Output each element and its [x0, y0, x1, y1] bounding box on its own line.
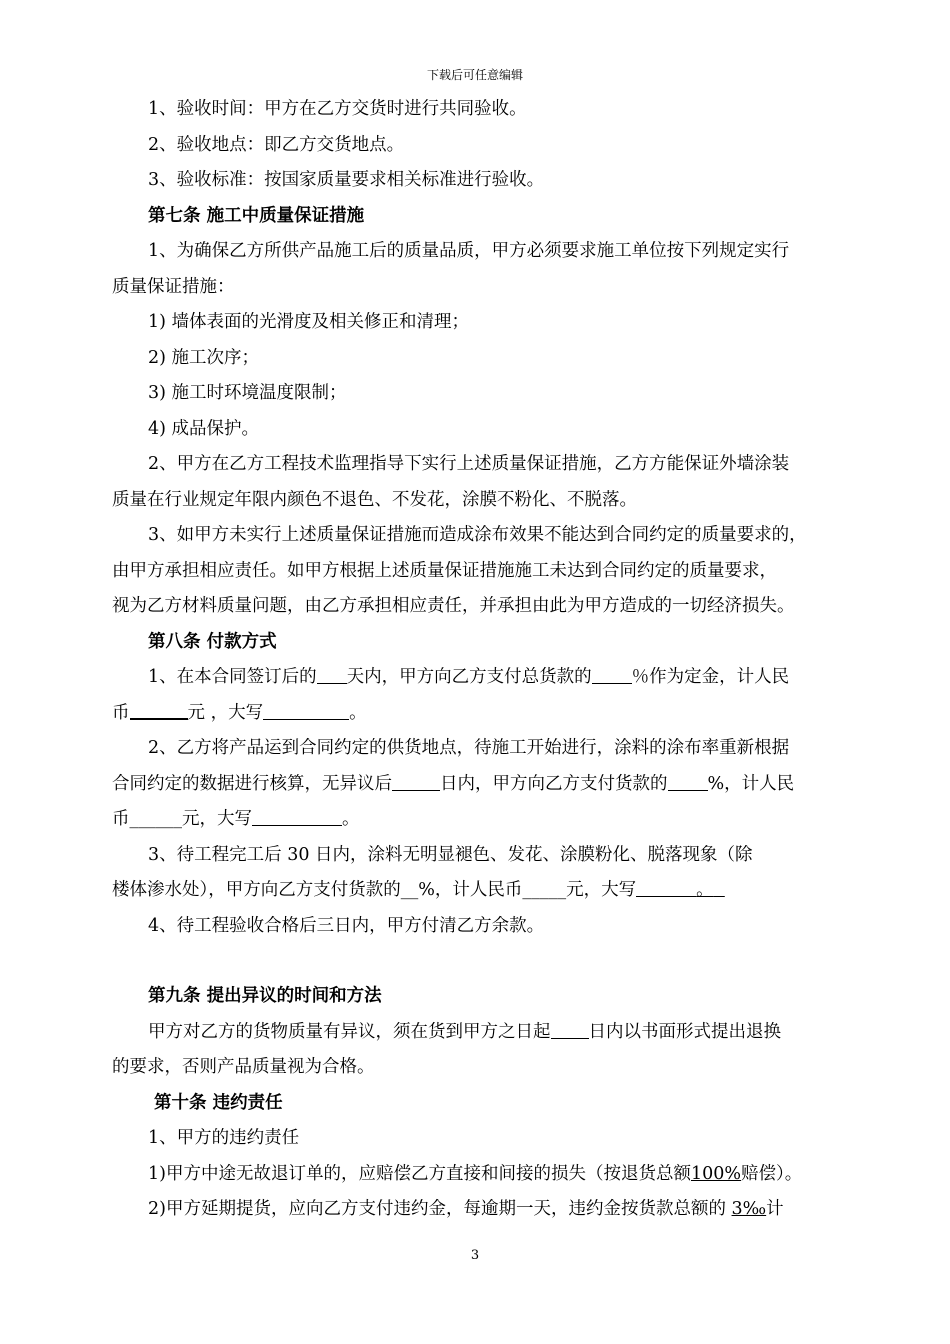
art8-p3-line2 — [112, 873, 852, 909]
header-note: 下载后可任意编辑 — [426, 68, 523, 82]
article-7-title: 第七条 施工中质量保证措施 — [148, 205, 365, 226]
art8-p1-text-e: 元 ，大写 — [187, 702, 264, 723]
percent-blank-2 — [668, 772, 708, 791]
art10-p3-rate: 3‰ — [731, 1199, 767, 1219]
art10-p3-text-a: 2)甲方延期提货，应向乙方支付违约金，每逾期一天，违约金按货款总额的 — [148, 1199, 732, 1219]
art7-measure-1: 1) 墙体表面的光滑度及相关修正和清理； — [148, 312, 470, 332]
art9-p1-text-a: 甲方对乙方的货物质量有异议，须在货到甲方之日起 — [148, 1021, 551, 1042]
art8-p1-text-a: 1、在本合同签订后的 — [148, 667, 317, 687]
art7-p1-line1: 1、为确保乙方所供产品施工后的质量品质，甲方必须要求施工单位按下列规定实行 — [148, 241, 790, 261]
amount-words-blank-3 — [636, 880, 725, 900]
art8-p3-text-b: 。 — [696, 880, 714, 900]
art8-p1-text-f: 。 — [349, 702, 367, 723]
art7-p3-line1: 3、如甲方未实行上述质量保证措施而造成涂布效果不能达到合同约定的质量要求的， — [148, 525, 807, 545]
art7-p1-line2: 质量保证措施： — [112, 276, 235, 297]
art7-measure-3: 3) 施工时环境温度限制； — [148, 383, 347, 403]
art8-p2-line3 — [112, 802, 852, 838]
document-body — [112, 92, 852, 1228]
amount-blank — [130, 700, 188, 720]
art8-p1-text-b: 天内，甲方向乙方支付总货款的 — [346, 667, 592, 687]
spacer — [112, 944, 852, 979]
art8-p1-line2 — [112, 696, 852, 732]
article-10-title: 第十条 违约责任 — [154, 1092, 283, 1113]
acceptance-item-1: 1、验收时间：甲方在乙方交货时进行共同验收。 — [148, 99, 527, 119]
objection-days-blank — [551, 1020, 589, 1039]
art7-p2-line2: 质量在行业规定年限内颜色不退色、不发花，涂膜不粉化、不脱落。 — [112, 489, 637, 510]
art7-measure-2: 2) 施工次序； — [148, 347, 260, 368]
acceptance-item-2: 2、验收地点：即乙方交货地点。 — [148, 134, 405, 155]
art10-p1: 1、甲方的违约责任 — [148, 1128, 300, 1148]
art7-measure-4: 4) 成品保护。 — [148, 418, 260, 439]
art8-p1-line1 — [112, 660, 852, 696]
acceptance-item-3: 3、验收标准：按国家质量要求相关标准进行验收。 — [148, 170, 545, 190]
art8-p2-text-b: 日内，甲方向乙方支付货款的 — [440, 773, 668, 794]
art8-p1-text-c: ％作为定金，计人民 — [631, 667, 790, 687]
art10-p2-rate: 100% — [690, 1163, 741, 1184]
art8-p2-text-d: 币______元，大写 — [112, 809, 252, 829]
article-8-title: 第八条 付款方式 — [148, 631, 277, 652]
art9-p1-line1 — [112, 1015, 852, 1051]
art8-p2-line1: 2、乙方将产品运到合同约定的供货地点，待施工开始进行，涂料的涂布率重新根据 — [148, 738, 790, 758]
art7-p2-line1: 2、甲方在乙方工程技术监理指导下实行上述质量保证措施，乙方方能保证外墙涂装 — [148, 454, 790, 474]
art10-p2 — [112, 1157, 852, 1193]
days-blank-2 — [392, 772, 440, 791]
art9-p1-line2: 的要求，否则产品质量视为合格。 — [112, 1057, 375, 1077]
art8-p2-text-e: 。 — [342, 809, 360, 829]
art10-p3-text-c: 计 — [766, 1199, 784, 1219]
art8-p1-text-d: 币 — [112, 702, 130, 723]
art8-p3-line1: 3、待工程完工后 30 日内，涂料无明显褪色、发花、涂膜粉化、脱落现象（除 — [148, 844, 753, 865]
art8-p3-text-a: 楼体渗水处），甲方向乙方支付货款的__%，计人民币_____元，大写 — [112, 880, 637, 900]
art8-p2-line2 — [112, 767, 852, 803]
art10-p2-text-a: 1)甲方中途无故退订单的，应赔偿乙方直接和间接的损失（按退货总额 — [148, 1163, 691, 1184]
art7-p3-line3: 视为乙方材料质量问题，由乙方承担相应责任，并承担由此为甲方造成的一切经济损失。 — [112, 596, 795, 616]
art10-p2-text-c: 赔偿）。 — [741, 1163, 803, 1184]
amount-words-blank — [263, 701, 349, 720]
days-blank — [317, 666, 347, 685]
art10-p3 — [112, 1192, 852, 1228]
percent-blank — [592, 666, 632, 685]
art8-p2-text-c: %，计人民 — [707, 773, 795, 794]
art9-p1-text-b: 日内以书面形式提出退换 — [588, 1021, 781, 1042]
article-9-title: 第九条 提出异议的时间和方法 — [148, 986, 382, 1006]
art7-p3-line2: 由甲方承担相应责任。如甲方根据上述质量保证措施施工未达到合同约定的质量要求， — [112, 560, 777, 581]
art8-p2-text-a: 合同约定的数据进行核算，无异议后 — [112, 773, 392, 794]
page-number: 3 — [470, 1248, 480, 1263]
art8-p4: 4、待工程验收合格后三日内，甲方付清乙方余款。 — [148, 915, 545, 936]
amount-words-blank-2 — [252, 808, 342, 827]
